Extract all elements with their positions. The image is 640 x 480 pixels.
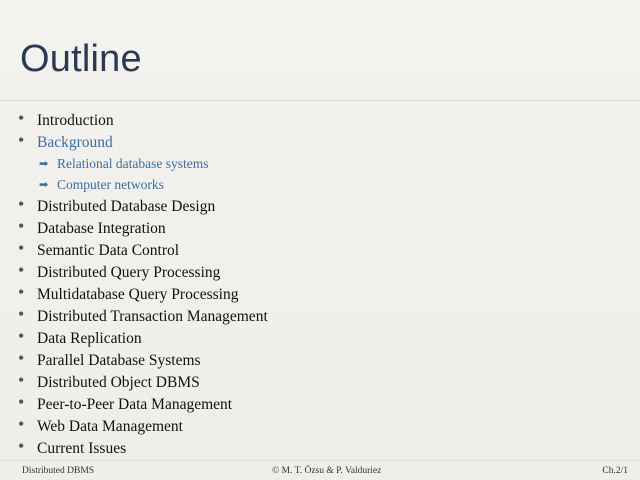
arrow-right-icon: ➡	[39, 178, 49, 191]
bullet-icon: •	[18, 436, 25, 456]
outline-item-label: Web Data Management	[37, 418, 183, 435]
outline-item-background	[0, 130, 640, 152]
outline-item-label: Parallel Database Systems	[37, 352, 201, 369]
bullet-icon: •	[18, 392, 25, 412]
outline-item-transactions	[0, 304, 640, 326]
outline-item-integration	[0, 216, 640, 238]
outline-item-current-issues	[0, 436, 640, 458]
outline-subitem-relational	[0, 152, 640, 173]
bullet-icon: •	[18, 304, 25, 324]
outline-item-label: Database Integration	[37, 220, 166, 237]
footer-page-number: Ch.2/1	[602, 466, 628, 476]
outline-item-label: Distributed Database Design	[37, 198, 216, 215]
outline-item-replication	[0, 326, 640, 348]
bullet-icon: •	[18, 348, 25, 368]
outline-subitem-networks	[0, 173, 640, 194]
bullet-icon: •	[18, 414, 25, 434]
outline-item-introduction	[0, 108, 640, 130]
footer-divider	[0, 460, 640, 461]
bullet-icon: •	[18, 238, 25, 258]
outline-item-web-data	[0, 414, 640, 436]
outline-subitem-label: Relational database systems	[57, 156, 209, 171]
outline-item-label: Data Replication	[37, 330, 142, 347]
title-divider	[0, 100, 640, 101]
bullet-icon: •	[18, 370, 25, 390]
outline-item-label: Distributed Transaction Management	[37, 308, 268, 325]
outline-item-label: Background	[37, 134, 113, 151]
bullet-icon: •	[18, 326, 25, 346]
outline-item-multidatabase	[0, 282, 640, 304]
outline-item-label: Distributed Object DBMS	[37, 374, 200, 391]
outline-item-object-dbms	[0, 370, 640, 392]
arrow-right-icon: ➡	[39, 157, 49, 170]
outline-item-parallel	[0, 348, 640, 370]
bullet-icon: •	[18, 260, 25, 280]
bullet-icon: •	[18, 130, 25, 150]
outline-item-label: Distributed Query Processing	[37, 264, 221, 281]
outline-item-p2p	[0, 392, 640, 414]
outline-item-semantic-control	[0, 238, 640, 260]
outline-item-query-processing	[0, 260, 640, 282]
outline-item-label: Introduction	[37, 112, 114, 129]
outline-item-label: Peer-to-Peer Data Management	[37, 396, 233, 413]
slide-title: Outline	[20, 38, 142, 80]
footer-copyright: © M. T. Özsu & P. Valduriez	[272, 466, 382, 476]
footer-course: Distributed DBMS	[22, 466, 95, 476]
outline-item-label: Multidatabase Query Processing	[37, 286, 239, 303]
bullet-icon: •	[18, 108, 25, 128]
outline-subitem-label: Computer networks	[57, 177, 164, 192]
outline-list	[0, 108, 640, 458]
bullet-icon: •	[18, 194, 25, 214]
outline-item-design	[0, 194, 640, 216]
bullet-icon: •	[18, 216, 25, 236]
outline-item-label: Semantic Data Control	[37, 242, 180, 259]
bullet-icon: •	[18, 282, 25, 302]
outline-item-label: Current Issues	[37, 440, 127, 457]
